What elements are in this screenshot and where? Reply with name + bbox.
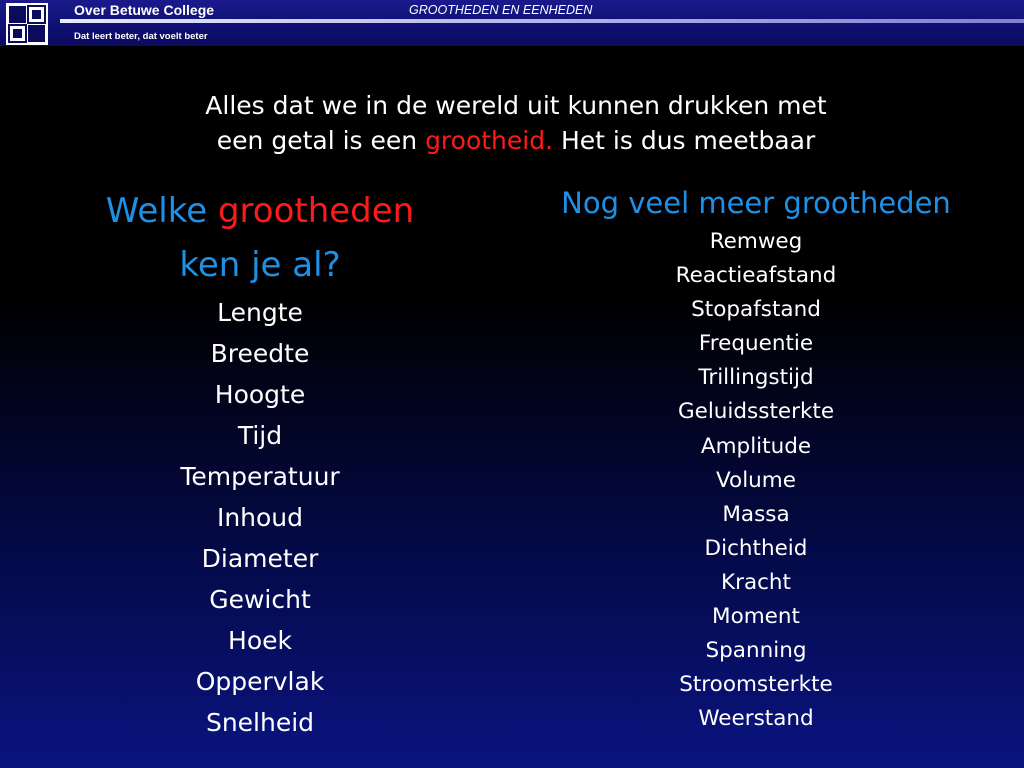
intro-line-2 xyxy=(112,123,920,158)
intro-highlight-grootheid: grootheid. xyxy=(425,126,554,155)
header-divider xyxy=(60,19,1024,23)
college-logo-icon xyxy=(6,3,48,45)
known-quantities-column xyxy=(40,184,480,743)
intro-text xyxy=(112,88,920,158)
list-item: Spanning xyxy=(705,638,807,664)
list-item: Snelheid xyxy=(205,708,315,737)
intro-line-2-start: een getal is een xyxy=(216,126,426,155)
list-item: Inhoud xyxy=(216,503,304,532)
list-item: Trillingstijd xyxy=(698,365,814,391)
heading-grootheden: grootheden xyxy=(217,191,415,231)
list-item: Hoek xyxy=(228,626,292,655)
list-item: Amplitude xyxy=(700,433,812,459)
list-item: Stopafstand xyxy=(691,297,821,323)
heading-welke: Welke xyxy=(105,191,218,231)
more-quantities-list xyxy=(526,225,986,736)
list-item: Geluidssterkte xyxy=(677,399,835,425)
intro-line-1: Alles dat we in de wereld uit kunnen drukken met xyxy=(205,91,827,120)
college-name: Over Betuwe College xyxy=(74,2,215,18)
list-item: Dichtheid xyxy=(704,535,808,561)
list-item: Kracht xyxy=(721,569,791,595)
list-item: Oppervlak xyxy=(195,667,325,696)
list-item: Moment xyxy=(712,604,800,630)
more-quantities-heading: Nog veel meer grootheden xyxy=(561,186,951,220)
list-item: Frequentie xyxy=(698,331,814,357)
list-item: Remweg xyxy=(709,229,803,254)
list-item: Tijd xyxy=(237,421,283,450)
list-item: Lengte xyxy=(217,298,303,327)
list-item: Stroomsterkte xyxy=(679,672,833,698)
list-item: Massa xyxy=(722,501,790,527)
college-slogan: Dat leert beter, dat voelt beter xyxy=(74,31,208,42)
list-item: Gewicht xyxy=(209,585,311,614)
known-quantities-heading xyxy=(40,184,480,292)
intro-line-2-end: Het is dus meetbaar xyxy=(553,126,816,155)
known-quantities-list xyxy=(40,292,480,743)
slide-title: GROOTHEDEN EN EENHEDEN xyxy=(409,3,593,17)
list-item: Hoogte xyxy=(214,380,306,409)
list-item: Temperatuur xyxy=(180,462,340,491)
list-item: Weerstand xyxy=(698,706,814,732)
list-item: Volume xyxy=(716,467,796,493)
header-bar xyxy=(0,0,1024,46)
more-quantities-column xyxy=(526,181,986,736)
list-item: Breedte xyxy=(210,339,310,368)
heading-ken-je-al: ken je al? xyxy=(179,245,341,285)
list-item: Diameter xyxy=(201,544,319,573)
list-item: Reactieafstand xyxy=(675,263,837,289)
